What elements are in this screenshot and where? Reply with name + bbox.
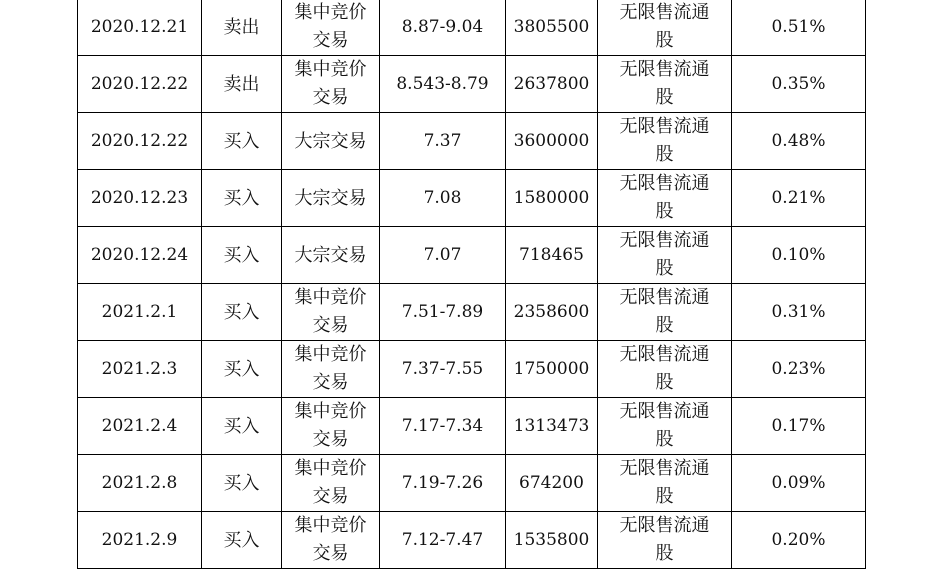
quantity-cell: 1535800 (506, 512, 598, 569)
method-text: 集中竞价交易 (294, 2, 367, 51)
date-cell: 2021.2.3 (78, 341, 202, 398)
table-row (78, 0, 866, 56)
direction-cell: 买入 (202, 227, 282, 284)
price-cell: 7.12-7.47 (380, 512, 506, 569)
method-cell (282, 341, 380, 398)
method-cell (282, 455, 380, 512)
price-cell: 7.17-7.34 (380, 398, 506, 455)
date-cell: 2021.2.9 (78, 512, 202, 569)
ratio-cell: 0.48% (732, 113, 866, 170)
method-cell: 大宗交易 (282, 113, 380, 170)
share-type-cell (598, 56, 732, 113)
quantity-cell: 3600000 (506, 113, 598, 170)
share-type-text: 无限售流通股 (619, 116, 710, 165)
share-type-text: 无限售流通股 (619, 287, 710, 336)
date-cell: 2021.2.1 (78, 284, 202, 341)
direction-cell: 卖出 (202, 0, 282, 56)
quantity-cell: 1750000 (506, 341, 598, 398)
price-cell: 7.08 (380, 170, 506, 227)
method-cell: 大宗交易 (282, 170, 380, 227)
method-text: 集中竞价交易 (294, 401, 367, 450)
method-cell (282, 56, 380, 113)
direction-cell: 买入 (202, 341, 282, 398)
price-cell: 7.37-7.55 (380, 341, 506, 398)
direction-cell: 买入 (202, 113, 282, 170)
quantity-cell: 3805500 (506, 0, 598, 56)
share-type-text: 无限售流通股 (619, 458, 710, 507)
ratio-cell: 0.10% (732, 227, 866, 284)
direction-cell: 买入 (202, 284, 282, 341)
table-row (78, 56, 866, 113)
direction-cell: 卖出 (202, 56, 282, 113)
method-cell (282, 512, 380, 569)
ratio-cell: 0.17% (732, 398, 866, 455)
price-cell: 7.51-7.89 (380, 284, 506, 341)
date-cell: 2021.2.4 (78, 398, 202, 455)
method-text: 集中竞价交易 (294, 515, 367, 564)
share-type-cell (598, 170, 732, 227)
table-row (78, 227, 866, 284)
share-type-text: 无限售流通股 (619, 230, 710, 279)
table-row (78, 341, 866, 398)
share-type-cell (598, 398, 732, 455)
ratio-cell: 0.31% (732, 284, 866, 341)
table-row (78, 512, 866, 569)
direction-cell: 买入 (202, 512, 282, 569)
price-cell: 7.37 (380, 113, 506, 170)
share-type-text: 无限售流通股 (619, 59, 710, 108)
direction-cell: 买入 (202, 455, 282, 512)
date-cell: 2020.12.21 (78, 0, 202, 56)
method-cell (282, 0, 380, 56)
share-type-text: 无限售流通股 (619, 515, 710, 564)
method-cell (282, 398, 380, 455)
trade-table-body (78, 0, 866, 569)
ratio-cell: 0.23% (732, 341, 866, 398)
date-cell: 2020.12.22 (78, 113, 202, 170)
share-type-cell (598, 455, 732, 512)
price-cell: 7.07 (380, 227, 506, 284)
quantity-cell: 1313473 (506, 398, 598, 455)
ratio-cell: 0.21% (732, 170, 866, 227)
price-cell: 8.543-8.79 (380, 56, 506, 113)
table-row (78, 170, 866, 227)
quantity-cell: 2358600 (506, 284, 598, 341)
share-type-cell (598, 227, 732, 284)
trade-table (77, 0, 866, 569)
table-row (78, 113, 866, 170)
date-cell: 2020.12.23 (78, 170, 202, 227)
method-text: 集中竞价交易 (294, 458, 367, 507)
trade-table-container (77, 0, 865, 569)
ratio-cell: 0.35% (732, 56, 866, 113)
direction-cell: 买入 (202, 170, 282, 227)
quantity-cell: 1580000 (506, 170, 598, 227)
date-cell: 2021.2.8 (78, 455, 202, 512)
table-row (78, 455, 866, 512)
share-type-text: 无限售流通股 (619, 2, 710, 51)
quantity-cell: 2637800 (506, 56, 598, 113)
method-text: 集中竞价交易 (294, 59, 367, 108)
price-cell: 8.87-9.04 (380, 0, 506, 56)
date-cell: 2020.12.22 (78, 56, 202, 113)
quantity-cell: 674200 (506, 455, 598, 512)
share-type-cell (598, 341, 732, 398)
share-type-text: 无限售流通股 (619, 344, 710, 393)
share-type-cell (598, 113, 732, 170)
table-row (78, 284, 866, 341)
ratio-cell: 0.51% (732, 0, 866, 56)
share-type-cell (598, 0, 732, 56)
price-cell: 7.19-7.26 (380, 455, 506, 512)
table-row (78, 398, 866, 455)
share-type-cell (598, 512, 732, 569)
method-text: 集中竞价交易 (294, 287, 367, 336)
share-type-cell (598, 284, 732, 341)
method-cell: 大宗交易 (282, 227, 380, 284)
ratio-cell: 0.09% (732, 455, 866, 512)
ratio-cell: 0.20% (732, 512, 866, 569)
share-type-text: 无限售流通股 (619, 401, 710, 450)
direction-cell: 买入 (202, 398, 282, 455)
method-text: 集中竞价交易 (294, 344, 367, 393)
method-cell (282, 284, 380, 341)
share-type-text: 无限售流通股 (619, 173, 710, 222)
quantity-cell: 718465 (506, 227, 598, 284)
date-cell: 2020.12.24 (78, 227, 202, 284)
